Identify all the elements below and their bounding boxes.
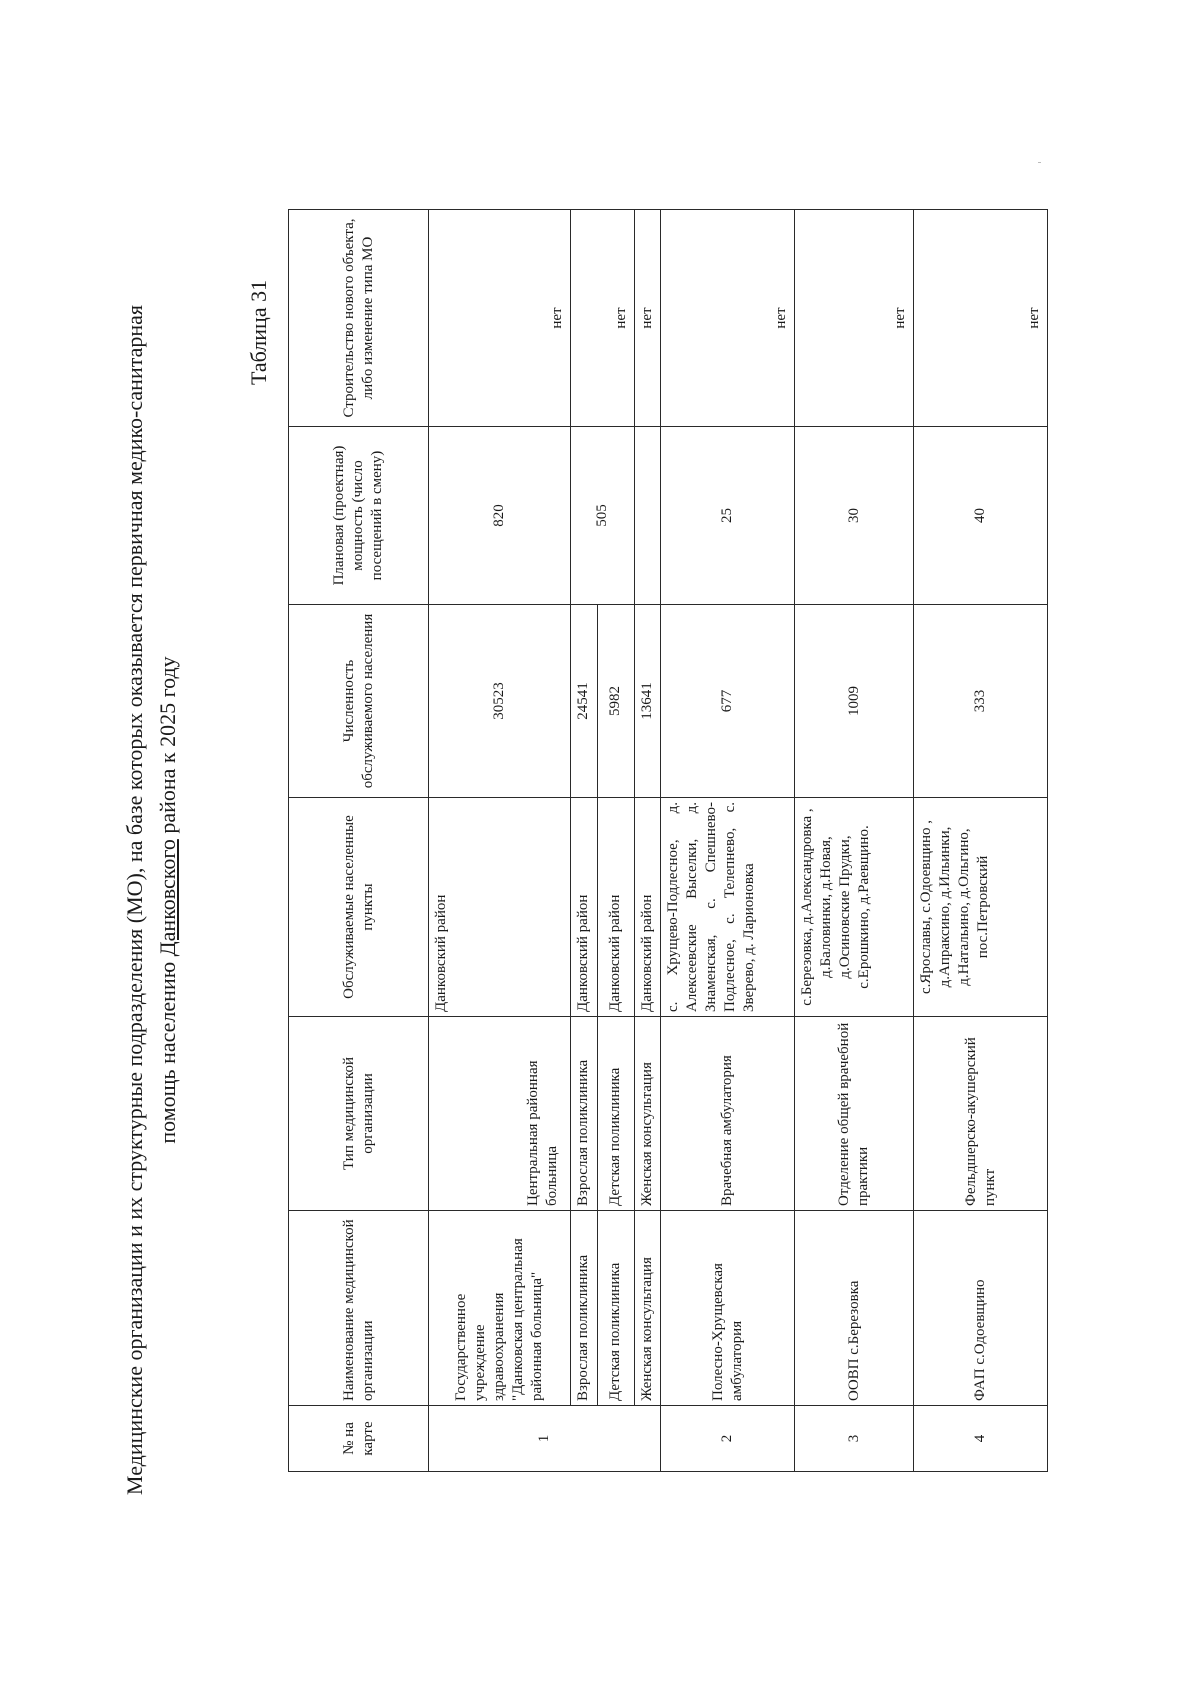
row2-type: Врачебная амбулатория xyxy=(661,1017,795,1211)
row1a-population: 24541 xyxy=(570,605,597,798)
table-label: Таблица 31 xyxy=(246,279,271,385)
table-row xyxy=(795,210,914,1472)
header-name: Наименование медицинской организации xyxy=(289,1211,429,1406)
row1c-population: 13641 xyxy=(634,605,661,798)
row3-settlements: с.Березовка, д.Александровка , д.Баловинки, д.Новая, д.Осиновские Прудки, с.Ерошкино, д.Раевщино. xyxy=(795,798,914,1017)
header-settlements: Обслуживаемые населенные пункты xyxy=(289,798,429,1017)
header-capacity: Плановая (проектная) мощность (число посещений в смену) xyxy=(289,427,429,605)
row2-population: 677 xyxy=(661,605,795,798)
header-type: Тип медицинской организации xyxy=(289,1017,429,1211)
row1-type: Центральная районная больница xyxy=(429,1017,571,1211)
row4-type: Фельдшерско-акушерский пункт xyxy=(914,1017,1048,1211)
row1c-name: Женская консультация xyxy=(634,1211,661,1406)
row1c-settlements: Данковский район xyxy=(634,798,661,1017)
rotated-document xyxy=(118,210,1078,1590)
row1-name: Государственное учреждение здравоохранения "Данковская центральная районная больница" xyxy=(429,1211,571,1406)
row3-type: Отделение общей врачебной практики xyxy=(795,1017,914,1211)
table-row xyxy=(914,210,1048,1472)
row3-name: ООВП с.Березовка xyxy=(795,1211,914,1406)
row4-num: 4 xyxy=(914,1406,1048,1472)
row4-capacity: 40 xyxy=(914,427,1048,605)
table-row xyxy=(570,210,597,1472)
row2-construction: нет xyxy=(661,210,795,427)
row1b-construction: нет xyxy=(570,210,634,427)
row1-settlements: Данковский район xyxy=(429,798,571,1017)
row2-num: 2 xyxy=(661,1406,795,1472)
row1a-type: Взрослая поликлиника xyxy=(570,1017,597,1211)
title-line-1: Медицинские организации и их структурные подразделения (МО), на базе которых оказывается первичная медико-санитарная xyxy=(122,304,147,1496)
row4-name: ФАП с.Одоевщино xyxy=(914,1211,1048,1406)
header-construction: Строительство нового объекта, либо изменение типа МО xyxy=(289,210,429,427)
row4-population: 333 xyxy=(914,605,1048,798)
row1c-construction: нет xyxy=(634,210,661,427)
row1b-settlements: Данковский район xyxy=(597,798,634,1017)
row2-capacity: 25 xyxy=(661,427,795,605)
row1b-population: 5982 xyxy=(597,605,634,798)
row1-population: 30523 xyxy=(429,605,571,798)
scan-speck xyxy=(1038,162,1041,163)
row1a-name: Взрослая поликлиника xyxy=(570,1211,597,1406)
row3-num: 3 xyxy=(795,1406,914,1472)
table-row xyxy=(661,210,795,1472)
row4-settlements: с.Ярославы, с.Одоевщино , д.Апраксино, д.Ильинки, д.Натальино, д.Ольгино, пос.Петровский xyxy=(914,798,1048,1017)
row3-construction: нет xyxy=(795,210,914,427)
title-line-2-start: помощь населению xyxy=(155,956,180,1144)
row1-construction: нет xyxy=(429,210,571,427)
document-title xyxy=(118,210,184,1590)
row1b-name: Детская поликлиника xyxy=(597,1211,634,1406)
row4-construction: нет xyxy=(914,210,1048,427)
row1a-settlements: Данковский район xyxy=(570,798,597,1017)
row1-num: 1 xyxy=(429,1406,661,1472)
header-num: № на карте xyxy=(289,1406,429,1472)
table-header-row xyxy=(289,210,429,1472)
row2-settlements: с. Хрущево-Подлесное, д. Алексеевские Выселки, д. Знаменская, с. Спешнево-Подлесное, с. Телепнево, с. Зверево, д. Ларионовка xyxy=(661,798,795,1017)
table-row xyxy=(429,210,571,1472)
row1c-type: Женская консультация xyxy=(634,1017,661,1211)
title-district-underlined: Данковского xyxy=(155,839,180,957)
row3-capacity: 30 xyxy=(795,427,914,605)
row1c-capacity xyxy=(634,427,661,605)
row1b-capacity: 505 xyxy=(570,427,634,605)
title-line-2 xyxy=(151,210,184,1590)
medical-organizations-table xyxy=(288,209,1048,1472)
row3-population: 1009 xyxy=(795,605,914,798)
title-line-2-end: района к 2025 году xyxy=(155,656,180,840)
table-row xyxy=(634,210,661,1472)
row2-name: Полесно-Хрущевская амбулатория xyxy=(661,1211,795,1406)
row1b-type: Детская поликлиника xyxy=(597,1017,634,1211)
header-population: Численность обслуживаемого населения xyxy=(289,605,429,798)
row1-capacity: 820 xyxy=(429,427,571,605)
